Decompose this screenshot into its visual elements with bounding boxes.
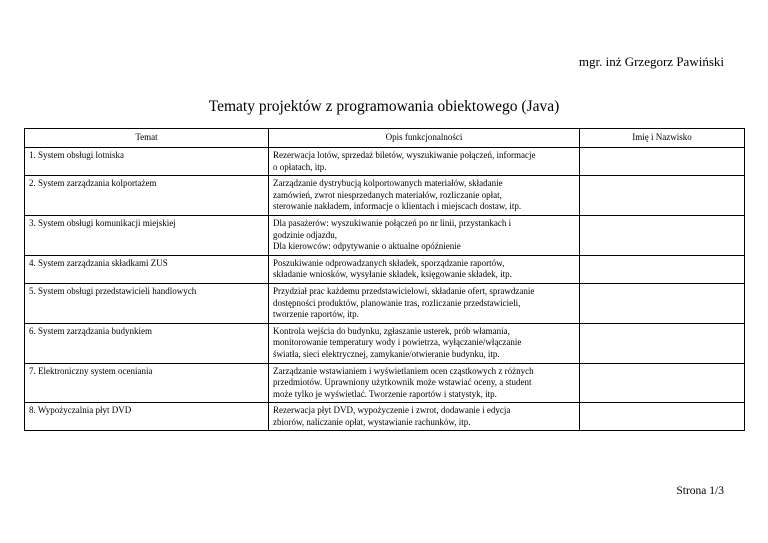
description-line: Rezerwacja płyt DVD, wypożyczenie i zwrot, dodawanie i edycja bbox=[273, 405, 511, 416]
description-line: Poszukiwanie odprowadzanych składek, sporządzanie raportów, bbox=[273, 257, 505, 268]
description-line: sterowanie nakładem, informacje o klientach i miejscach dostaw, itp. bbox=[273, 201, 522, 212]
student-name-cell bbox=[580, 255, 745, 283]
student-name-cell bbox=[580, 215, 745, 255]
topic-cell: 2. System zarządzania kolportażem bbox=[25, 176, 269, 216]
table-row bbox=[25, 148, 745, 176]
column-header-name: Imię i Nazwisko bbox=[580, 129, 745, 148]
student-name-cell bbox=[580, 323, 745, 363]
description-line: zbiorów, naliczanie opłat, wystawianie rachunków, itp. bbox=[273, 416, 471, 427]
description-cell bbox=[269, 148, 580, 176]
student-name-cell bbox=[580, 176, 745, 216]
description-line: zamówień, zwrot niesprzedanych materiałów, rozliczanie opłat, bbox=[273, 189, 502, 200]
description-line: o opłatach, itp. bbox=[273, 161, 327, 172]
topic-cell: 7. Elektroniczny system oceniania bbox=[25, 363, 269, 403]
table-row bbox=[25, 283, 745, 323]
description-line: składanie wniosków, wysyłanie składek, księgowanie składek, itp. bbox=[273, 269, 512, 280]
projects-table bbox=[24, 128, 745, 431]
column-header-topic: Temat bbox=[25, 129, 269, 148]
page-number: Strona 1/3 bbox=[676, 485, 724, 497]
topic-cell: 6. System zarządzania budynkiem bbox=[25, 323, 269, 363]
document-title: Tematy projektów z programowania obiektowego (Java) bbox=[208, 98, 560, 115]
table-row bbox=[25, 403, 745, 431]
topic-cell: 4. System zarządzania składkami ZUS bbox=[25, 255, 269, 283]
description-line: Przydział prac każdemu przedstawicielowi, składanie ofert, sprawdzanie bbox=[273, 285, 535, 296]
description-line: monitorowanie temperatury wody i powietrza, wyłączanie/włączanie bbox=[273, 337, 522, 348]
description-line: światła, sieci elektrycznej, zamykanie/otwieranie budynku, itp. bbox=[273, 348, 500, 359]
description-line: Rezerwacja lotów, sprzedaż biletów, wyszukiwanie połączeń, informacje bbox=[273, 150, 536, 160]
description-line: może tylko je wyświetlać. Tworzenie raportów i statystyk, itp. bbox=[273, 388, 497, 399]
description-cell bbox=[269, 403, 580, 431]
description-line: przedmiotów. Uprawniony użytkownik może wstawiać oceny, a student bbox=[273, 377, 532, 388]
topic-cell: 8. Wypożyczalnia płyt DVD bbox=[25, 403, 269, 431]
description-line: godzinie odjazdu, bbox=[273, 229, 337, 240]
table-row bbox=[25, 255, 745, 283]
student-name-cell bbox=[580, 148, 745, 176]
student-name-cell bbox=[580, 403, 745, 431]
description-cell bbox=[269, 215, 580, 255]
table-row bbox=[25, 176, 745, 216]
student-name-cell bbox=[580, 363, 745, 403]
description-line: dostępności produktów, planowanie tras, rozliczanie przedstawicieli, bbox=[273, 297, 521, 308]
description-cell bbox=[269, 283, 580, 323]
description-line: Dla pasażerów: wyszukiwanie połączeń po nr linii, przystankach i bbox=[273, 217, 512, 228]
description-line: Kontrola wejścia do budynku, zgłaszanie usterek, prób włamania, bbox=[273, 325, 510, 336]
column-header-description: Opis funkcjonalności bbox=[269, 129, 580, 148]
description-line: Zarządzanie dystrybucją kolportowanych materiałów, składanie bbox=[273, 178, 503, 189]
topic-cell: 1. System obsługi lotniska bbox=[25, 148, 269, 176]
table-header-row bbox=[25, 129, 745, 148]
description-cell bbox=[269, 363, 580, 403]
description-line: tworzenie raportów, itp. bbox=[273, 309, 359, 320]
table-row bbox=[25, 323, 745, 363]
description-line: Zarządzanie wstawianiem i wyświetlaniem ocen cząstkowych z różnych bbox=[273, 365, 534, 376]
table-row bbox=[25, 215, 745, 255]
author-name: mgr. inż Grzegorz Pawiński bbox=[578, 54, 724, 69]
topic-cell: 3. System obsługi komunikacji miejskiej bbox=[25, 215, 269, 255]
description-cell bbox=[269, 255, 580, 283]
student-name-cell bbox=[580, 283, 745, 323]
description-line: Dla kierowców: odpytywanie o aktualne opóźnienie bbox=[273, 241, 461, 252]
description-cell bbox=[269, 176, 580, 216]
description-cell bbox=[269, 323, 580, 363]
table-row bbox=[25, 363, 745, 403]
topic-cell: 5. System obsługi przedstawicieli handlowych bbox=[25, 283, 269, 323]
